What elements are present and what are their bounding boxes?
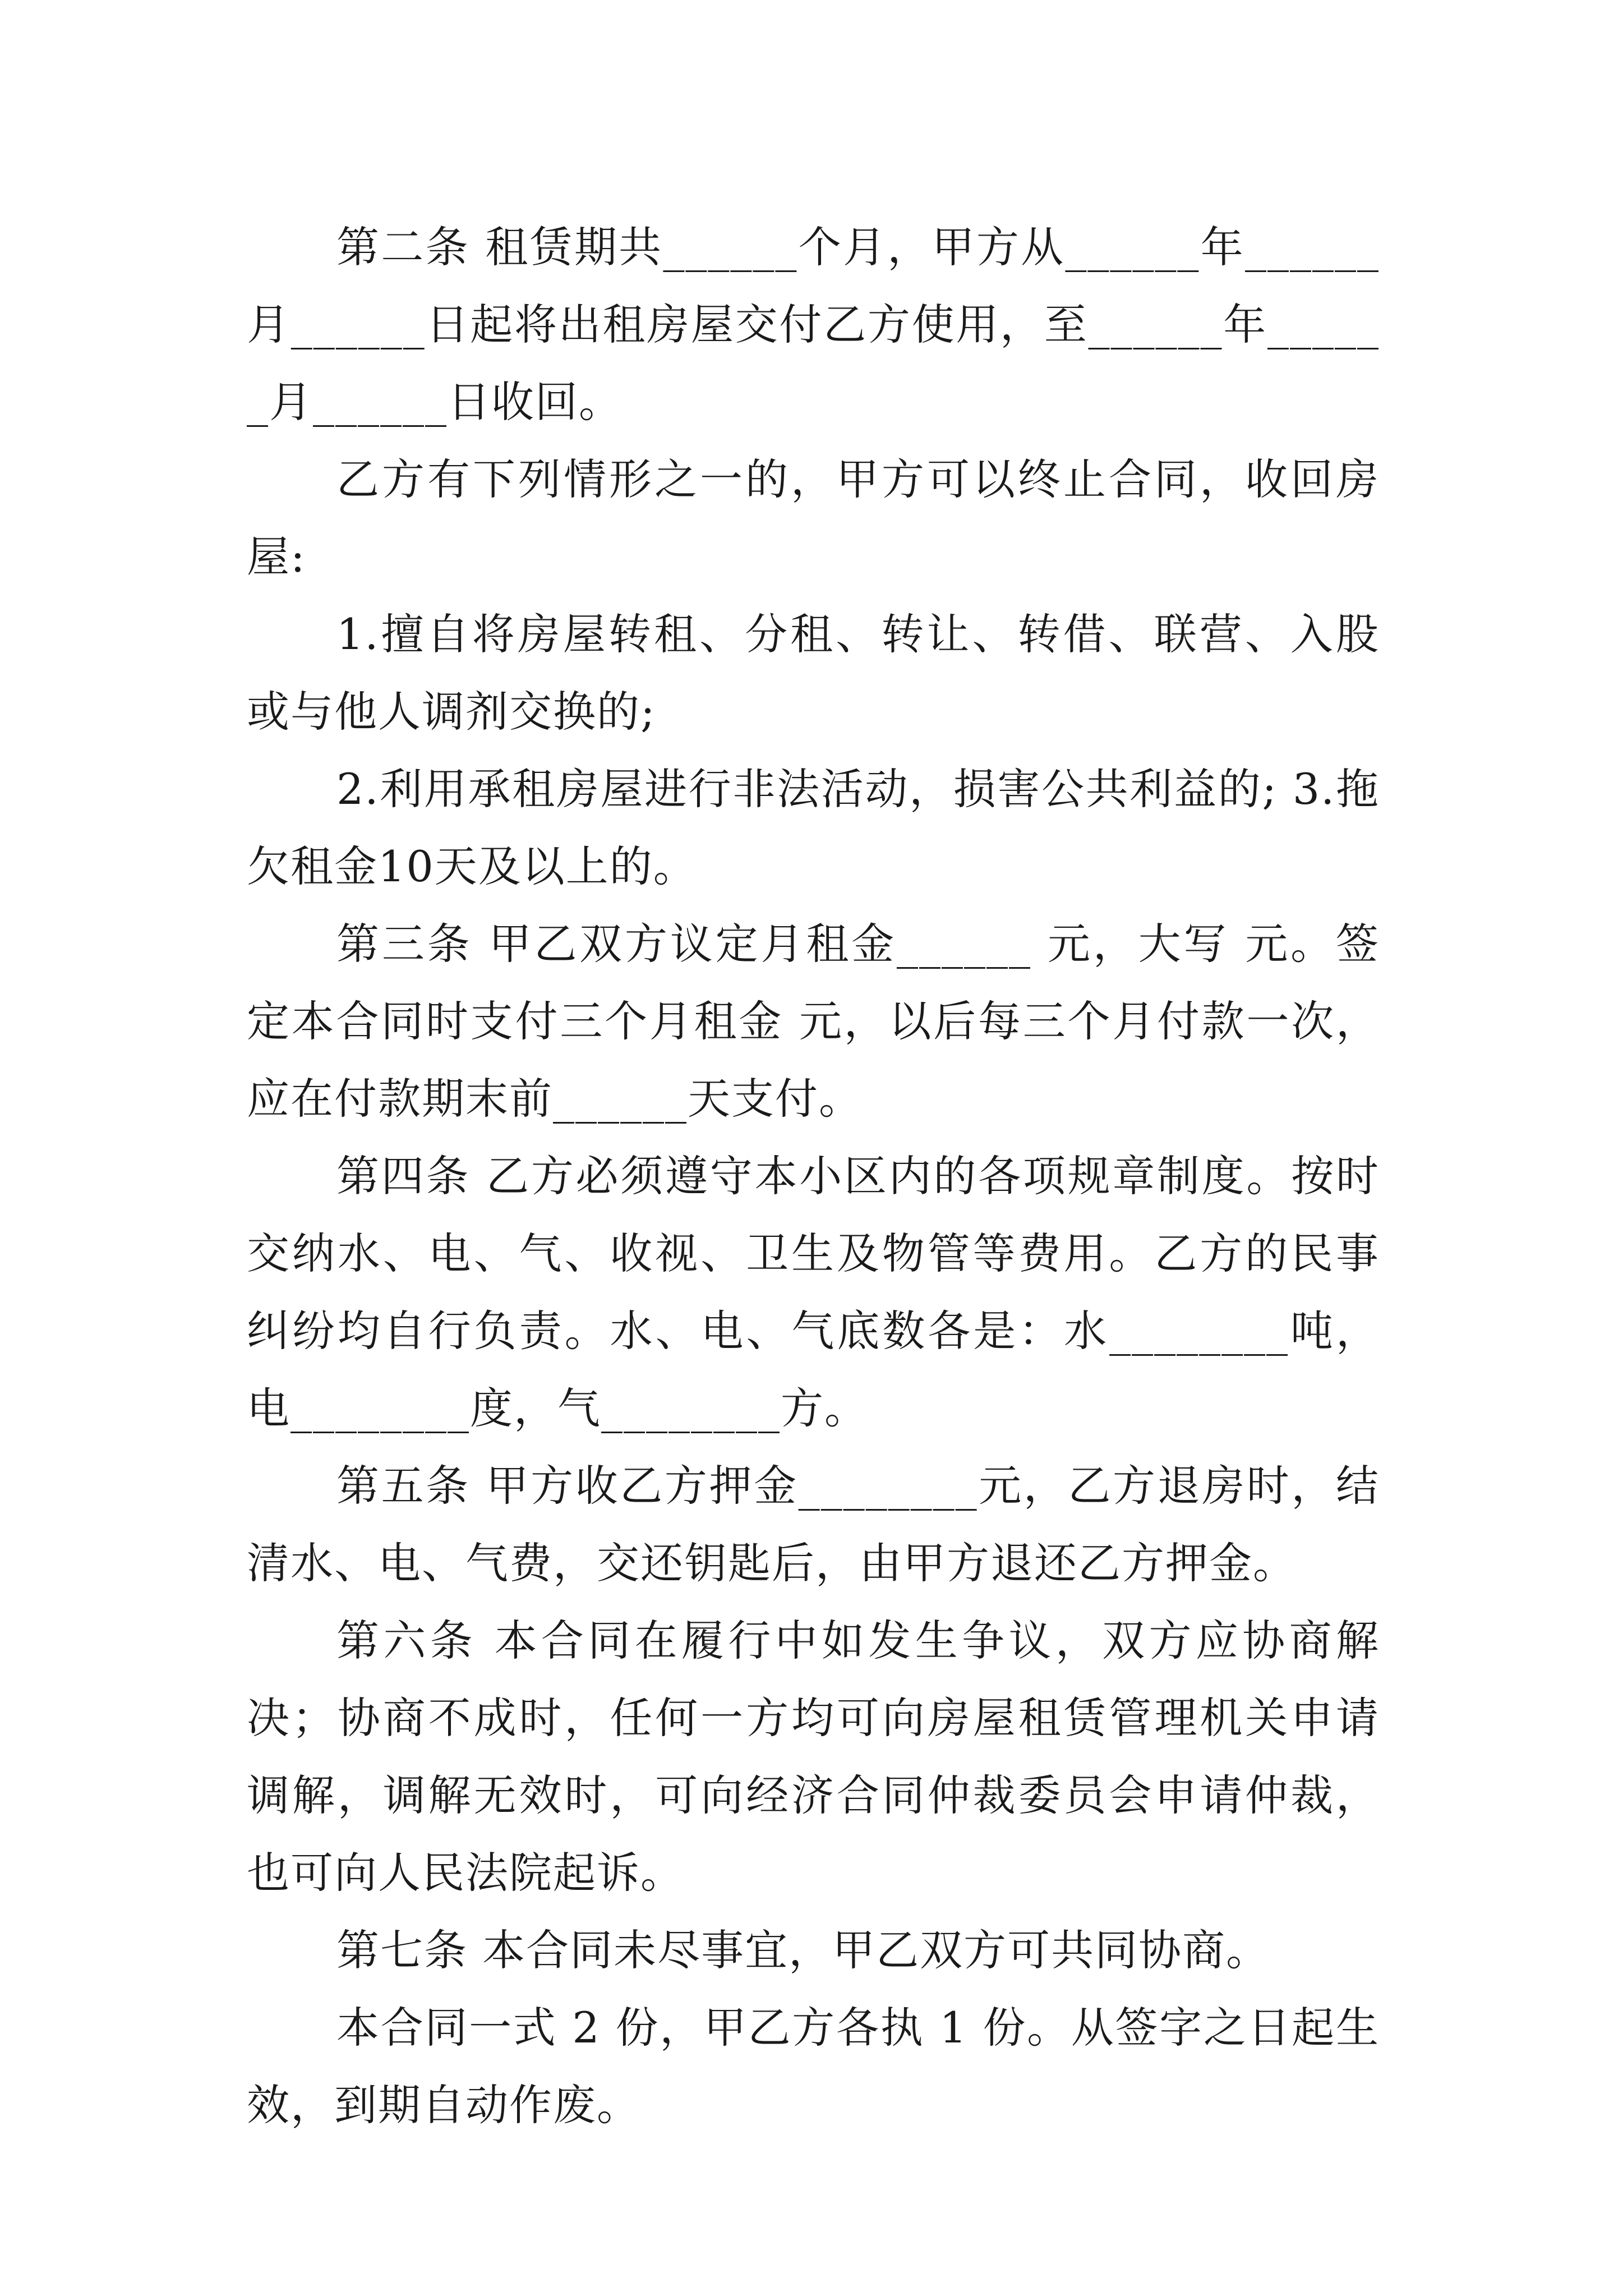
article-6-disputes: 第六条 本合同在履行中如发生争议，双方应协商解决；协商不成时，任何一方均可向房屋租赁管理机关申请调解，调解无效时，可向经济合同仲裁委员会申请仲裁，也可向人民法院起诉。 bbox=[247, 1616, 1380, 1898]
document-body bbox=[247, 209, 1380, 2144]
termination-item-2-3: 2.利用承租房屋进行非法活动，损害公共利益的; 3.拖欠租金10天及以上的。 bbox=[247, 764, 1380, 891]
article-3-rent: 第三条 甲乙双方议定月租金______ 元，大写 元。签定本合同时支付三个月租金 元，以后每三个月付款一次，应在付款期末前______天支付。 bbox=[247, 919, 1380, 1124]
termination-intro: 乙方有下列情形之一的，甲方可以终止合同，收回房屋: bbox=[247, 454, 1380, 582]
article-2-term: 第二条 租赁期共______个月，甲方从______年______月______日起将出租房屋交付乙方使用，至______年______月______日收回。 bbox=[247, 222, 1380, 427]
termination-item-1: 1.擅自将房屋转租、分租、转让、转借、联营、入股或与他人调剂交换的; bbox=[247, 609, 1380, 737]
article-7-other: 第七条 本合同未尽事宜，甲乙双方可共同协商。 bbox=[336, 1925, 1270, 1975]
article-5-deposit: 第五条 甲方收乙方押金________元，乙方退房时，结清水、电、气费，交还钥匙后，由甲方退还乙方押金。 bbox=[247, 1461, 1380, 1588]
article-4-rules: 第四条 乙方必须遵守本小区内的各项规章制度。按时交纳水、电、气、收视、卫生及物管等费用。乙方的民事纠纷均自行负责。水、电、气底数各是：水________吨，电________度，气________方。 bbox=[247, 1151, 1380, 1433]
copies-effective: 本合同一式 2 份，甲乙方各执 1 份。从签字之日起生效，到期自动作废。 bbox=[247, 2003, 1380, 2130]
